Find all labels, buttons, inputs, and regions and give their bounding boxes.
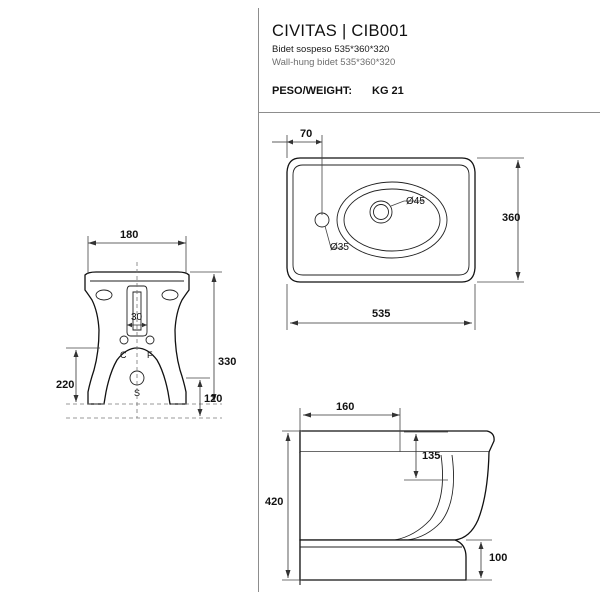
dim-side-height-100: 100 [489, 552, 508, 564]
dim-side-height-420: 420 [265, 496, 284, 508]
dim-rear-span-30: 30 [131, 312, 143, 323]
label-hot-water: F [147, 350, 153, 360]
weight-value: KG 21 [372, 85, 404, 97]
label-cold-water: C [120, 350, 127, 360]
dim-side-depth-160: 160 [336, 401, 355, 413]
dim-side-bowl-135: 135 [422, 450, 441, 462]
dim-hole-35: Ø35 [330, 242, 349, 253]
subtitle-italian: Bidet sospeso 535*360*320 [272, 44, 390, 55]
page-title: CIVITAS | CIB001 [272, 22, 409, 40]
weight-label: PESO/WEIGHT: [272, 85, 353, 97]
subtitle-english: Wall-hung bidet 535*360*320 [272, 57, 396, 68]
dim-hole-45: Ø45 [406, 196, 425, 207]
dim-rear-width-180: 180 [120, 229, 139, 241]
label-drain: S [134, 388, 141, 398]
dim-rear-height-220: 220 [56, 379, 75, 391]
dim-top-width-535: 535 [372, 308, 391, 320]
dim-top-depth-360: 360 [502, 212, 521, 224]
dim-rear-height-120: 120 [204, 393, 223, 405]
dim-rear-height-330: 330 [218, 356, 237, 368]
dim-top-offset-70: 70 [300, 128, 313, 140]
